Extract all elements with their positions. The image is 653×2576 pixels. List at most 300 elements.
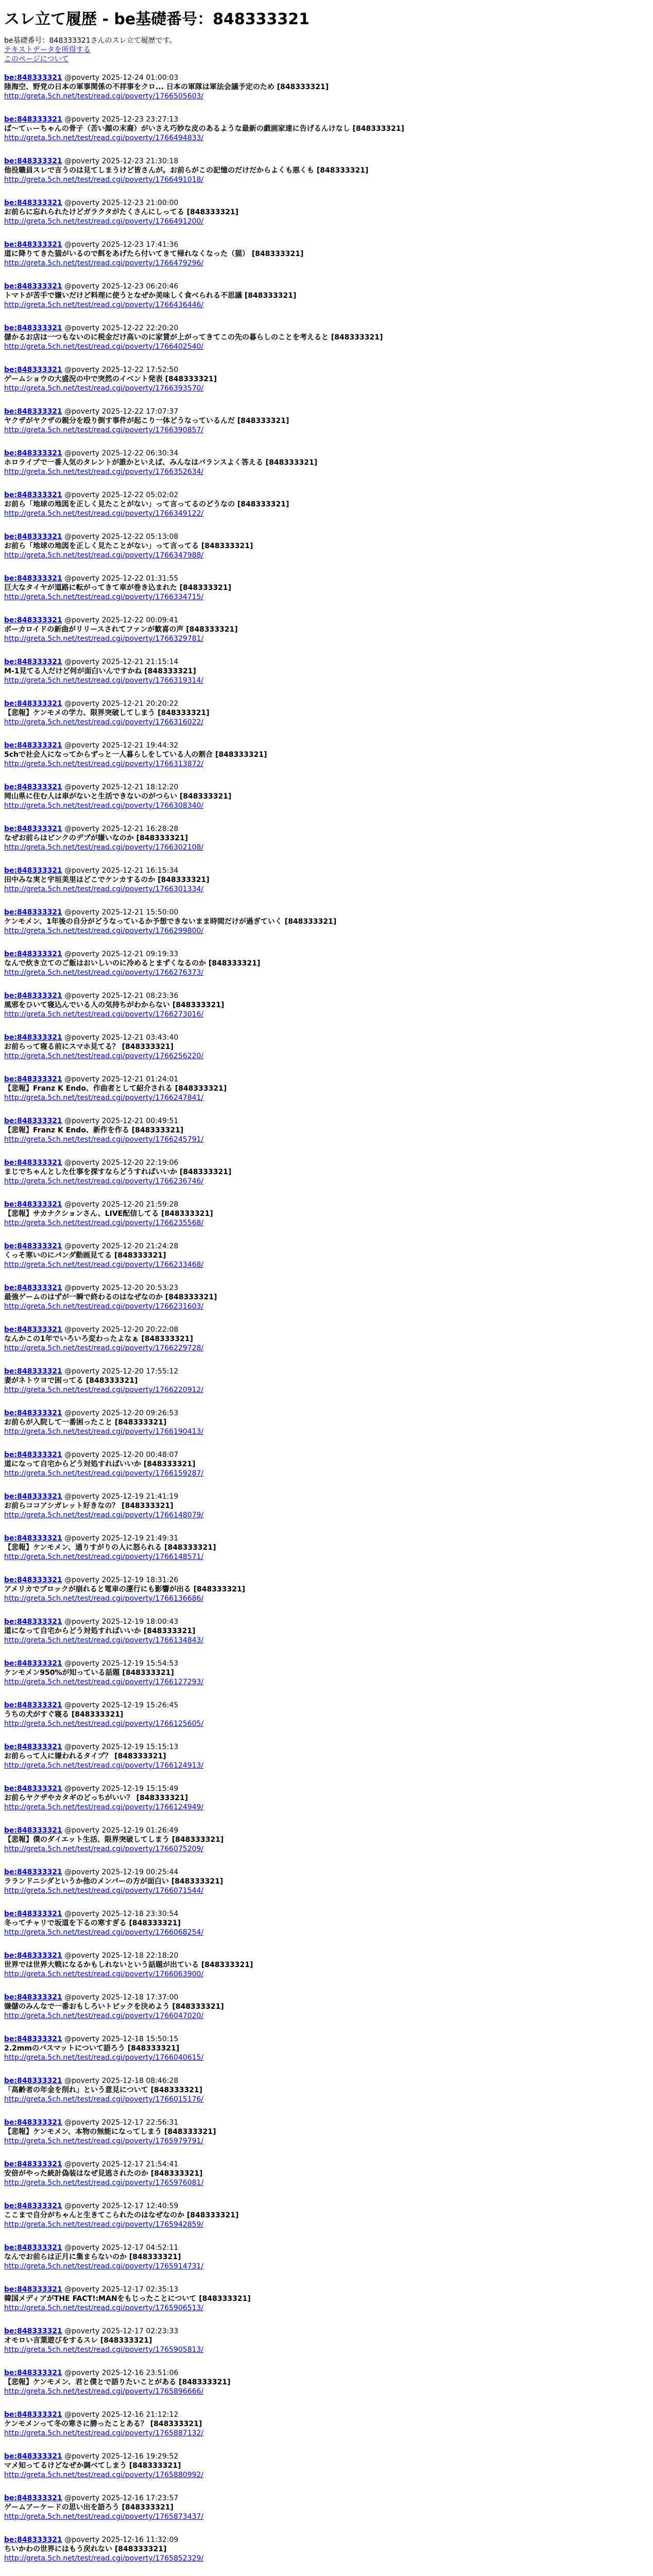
thread-url-link[interactable]: http://greta.5ch.net/test/read.cgi/poverty/1766329781/ [4, 635, 204, 643]
thread-entry [4, 574, 649, 602]
entry-header [4, 407, 649, 416]
be-id-link[interactable]: be:848333321 [4, 1493, 62, 1501]
thread-entry [4, 657, 649, 685]
thread-entry [4, 1242, 649, 1269]
entry-header [4, 991, 649, 1001]
thread-title: お前らが入院して一番困ったこと [848333321] [4, 1418, 167, 1427]
entry-meta: @poverty 2025-12-20 20:22:08 [64, 1326, 179, 1334]
thread-entry [4, 365, 649, 393]
entry-meta: @poverty 2025-12-21 08:23:36 [64, 992, 179, 1000]
thread-entry [4, 198, 649, 226]
entry-meta: @poverty 2025-12-16 11:32:09 [64, 2536, 179, 2544]
entry-meta: @poverty 2025-12-19 15:26:45 [64, 1701, 179, 1709]
be-id-link[interactable]: be:848333321 [4, 1409, 62, 1417]
entry-header [4, 2243, 649, 2252]
be-id-link[interactable]: be:848333321 [4, 2411, 62, 2419]
entry-meta: @poverty 2025-12-20 21:24:28 [64, 1242, 179, 1250]
be-id-link[interactable]: be:848333321 [4, 1952, 62, 1960]
be-id-link[interactable]: be:848333321 [4, 1868, 62, 1876]
entry-header [4, 1450, 649, 1460]
thread-title: なんかこの1年でいろいろ変わったよなぁ [848333321] [4, 1335, 193, 1343]
thread-entry [4, 490, 649, 518]
be-id-link[interactable]: be:848333321 [4, 2160, 62, 2168]
thread-title: ヤクザがヤクザの親分を殴り倒す事件が起こり一体どうなっているんだ [848333321] [4, 417, 289, 425]
thread-title: ゲームアーケードの思い出を語ろう [848333321] [4, 2503, 174, 2512]
entry-meta: @poverty 2025-12-22 05:02:02 [64, 491, 179, 499]
be-id-link[interactable]: be:848333321 [4, 2369, 62, 2377]
be-id-link[interactable]: be:848333321 [4, 1451, 62, 1459]
thread-title: 世界では世界大戦になるかもしれないという話題が出ている [848333321] [4, 1961, 253, 1969]
be-id-link[interactable]: be:848333321 [4, 2244, 62, 2252]
be-id-link[interactable]: be:848333321 [4, 282, 62, 291]
be-id-link[interactable]: be:848333321 [4, 199, 62, 207]
thread-url-link[interactable]: http://greta.5ch.net/test/read.cgi/poverty/1766063900/ [4, 1970, 204, 1978]
be-id-link[interactable]: be:848333321 [4, 2035, 62, 2043]
be-id-link[interactable]: be:848333321 [4, 366, 62, 374]
be-id-link[interactable]: be:848333321 [4, 992, 62, 1000]
thread-entry [4, 908, 649, 936]
entry-meta: @poverty 2025-12-18 23:30:54 [64, 1910, 179, 1918]
entry-header [4, 1909, 649, 1919]
thread-entry [4, 1826, 649, 1854]
entry-meta: @poverty 2025-12-19 21:41:19 [64, 1493, 179, 1501]
thread-url-link[interactable]: http://greta.5ch.net/test/read.cgi/poverty/1766301334/ [4, 885, 204, 893]
be-id-link[interactable]: be:848333321 [4, 241, 62, 249]
be-id-link[interactable]: be:848333321 [4, 1910, 62, 1918]
be-id-link[interactable]: be:848333321 [4, 2452, 62, 2461]
be-id-link[interactable]: be:848333321 [4, 1033, 62, 1042]
thread-title: 陸海空、野党の日本の軍事関係の不祥事をクロ... 日本の軍隊は軍法会議予定のため [848333321] [4, 83, 329, 91]
entry-meta: @poverty 2025-12-17 02:35:13 [64, 2285, 179, 2294]
thread-url-link[interactable]: http://greta.5ch.net/test/read.cgi/poverty/1766316022/ [4, 718, 204, 726]
thread-url-link[interactable]: http://greta.5ch.net/test/read.cgi/poverty/1766313872/ [4, 760, 204, 768]
thread-url-link[interactable]: http://greta.5ch.net/test/read.cgi/poverty/1766236746/ [4, 1177, 204, 1185]
thread-entry [4, 783, 649, 810]
entry-meta: @poverty 2025-12-17 21:54:41 [64, 2160, 179, 2168]
entry-header [4, 1367, 649, 1376]
entry-meta: @poverty 2025-12-22 17:52:50 [64, 366, 179, 374]
entry-header [4, 866, 649, 875]
thread-url-link[interactable]: http://greta.5ch.net/test/read.cgi/poverty/1766148079/ [4, 1511, 204, 1519]
thread-title: 【悲報】ケンモメン、本物の無能になってしまう [848333321] [4, 2128, 216, 2136]
entry-header [4, 365, 649, 375]
thread-url-link[interactable]: http://greta.5ch.net/test/read.cgi/poverty/1766245791/ [4, 1136, 204, 1144]
thread-url-link[interactable]: http://greta.5ch.net/test/read.cgi/poverty/1766319314/ [4, 676, 204, 685]
thread-entry [4, 115, 649, 143]
thread-title: 【悲報】ケンモメン、通りすがりの人に怒られる [848333321] [4, 1544, 216, 1552]
be-id-link[interactable]: be:848333321 [4, 1326, 62, 1334]
thread-title: 【悲報】ケンモメの学力、限界突破してしまう [848333321] [4, 709, 210, 717]
thread-title: 道に降りてきた猫がいるので餌をあげたら付いてきて帰れなくなった（猫） [848333321] [4, 250, 304, 258]
thread-title: 岡山県に住む人は車がないと生活できないのがつらい [848333321] [4, 792, 232, 801]
thread-entry [4, 616, 649, 643]
entry-header [4, 574, 649, 583]
thread-url-link[interactable]: http://greta.5ch.net/test/read.cgi/poverty/1766235568/ [4, 1219, 204, 1227]
thread-entry [4, 282, 649, 310]
entry-header [4, 1325, 649, 1334]
be-id-link[interactable]: be:848333321 [4, 658, 62, 666]
thread-url-link[interactable]: http://greta.5ch.net/test/read.cgi/poverty/1765906513/ [4, 2304, 204, 2312]
entry-meta: @poverty 2025-12-19 21:49:31 [64, 1534, 179, 1543]
be-id-link[interactable]: be:848333321 [4, 741, 62, 750]
thread-url-link[interactable]: http://greta.5ch.net/test/read.cgi/poverty/1766479296/ [4, 259, 204, 267]
thread-entry [4, 1868, 649, 1895]
thread-url-link[interactable]: http://greta.5ch.net/test/read.cgi/poverty/1766256220/ [4, 1052, 204, 1060]
thread-url-link[interactable]: http://greta.5ch.net/test/read.cgi/poverty/1766040615/ [4, 2054, 204, 2062]
intro [4, 36, 649, 64]
thread-url-link[interactable]: http://greta.5ch.net/test/read.cgi/poverty/1765976081/ [4, 2179, 204, 2187]
thread-url-link[interactable]: http://greta.5ch.net/test/read.cgi/poverty/1766491200/ [4, 217, 204, 226]
be-id-link[interactable]: be:848333321 [4, 867, 62, 875]
entry-header [4, 282, 649, 291]
thread-url-link[interactable]: http://greta.5ch.net/test/read.cgi/poverty/1766402540/ [4, 343, 204, 351]
be-id-link[interactable]: be:848333321 [4, 324, 62, 332]
entry-header [4, 1617, 649, 1626]
thread-url-link[interactable]: http://greta.5ch.net/test/read.cgi/poverty/1766136686/ [4, 1595, 204, 1603]
entry-header [4, 2452, 649, 2461]
thread-entry [4, 866, 649, 894]
entry-header [4, 1951, 649, 1960]
entry-header [4, 240, 649, 249]
thread-title: 嫌儲のみんなで一番おもしろいトピックを決めよう [848333321] [4, 2003, 224, 2011]
be-id-link[interactable]: be:848333321 [4, 2077, 62, 2085]
page-title: スレ立て履歴 - be基礎番号：848333321 [4, 10, 310, 28]
thread-entry [4, 2035, 649, 2062]
thread-url-link[interactable]: http://greta.5ch.net/test/read.cgi/poverty/1766148571/ [4, 1553, 204, 1561]
entry-header [4, 1492, 649, 1501]
entry-meta: @poverty 2025-12-23 06:20:46 [64, 282, 179, 291]
thread-url-link[interactable]: http://greta.5ch.net/test/read.cgi/poverty/1766047020/ [4, 2012, 204, 2020]
entry-meta: @poverty 2025-12-19 00:25:44 [64, 1868, 179, 1876]
entry-header [4, 324, 649, 333]
be-id-link[interactable]: be:848333321 [4, 2327, 62, 2335]
entry-header [4, 115, 649, 124]
thread-url-link[interactable]: http://greta.5ch.net/test/read.cgi/poverty/1766231603/ [4, 1302, 204, 1311]
thread-url-link[interactable]: http://greta.5ch.net/test/read.cgi/poverty/1766247841/ [4, 1094, 204, 1102]
thread-url-link[interactable]: http://greta.5ch.net/test/read.cgi/poverty/1766071544/ [4, 1887, 204, 1895]
be-id-link[interactable]: be:848333321 [4, 1159, 62, 1167]
thread-title: オモロい言葉遊びをするスレ [848333321] [4, 2336, 152, 2345]
thread-url-link[interactable]: http://greta.5ch.net/test/read.cgi/poverty/1766229728/ [4, 1344, 204, 1352]
entry-meta: @poverty 2025-12-18 17:37:00 [64, 1993, 179, 2002]
thread-url-link[interactable]: http://greta.5ch.net/test/read.cgi/poverty/1766015176/ [4, 2095, 204, 2104]
entry-header [4, 1993, 649, 2002]
entry-header [4, 449, 649, 458]
thread-entry [4, 699, 649, 727]
entry-header [4, 1283, 649, 1293]
thread-url-link[interactable]: http://greta.5ch.net/test/read.cgi/poverty/1766273016/ [4, 1010, 204, 1019]
thread-title: 巨大なタイヤが道路に転がってきて車が巻き込まれた [848333321] [4, 584, 232, 592]
thread-url-link[interactable]: http://greta.5ch.net/test/read.cgi/poverty/1766393570/ [4, 384, 204, 393]
thread-entry [4, 2076, 649, 2104]
be-id-link[interactable]: be:848333321 [4, 1659, 62, 1668]
be-id-link[interactable]: be:848333321 [4, 533, 62, 541]
be-id-link[interactable]: be:848333321 [4, 1618, 62, 1626]
entry-meta: @poverty 2025-12-21 16:15:34 [64, 867, 179, 875]
thread-entry [4, 2118, 649, 2146]
text-data-link[interactable]: テキストデータを所得する [4, 46, 91, 54]
entry-meta: @poverty 2025-12-20 21:59:28 [64, 1200, 179, 1209]
thread-url-link[interactable]: http://greta.5ch.net/test/read.cgi/poverty/1765905813/ [4, 2346, 204, 2354]
entry-meta: @poverty 2025-12-22 22:20:20 [64, 324, 179, 332]
entry-meta: @poverty 2025-12-21 20:20:22 [64, 700, 179, 708]
thread-url-link[interactable]: http://greta.5ch.net/test/read.cgi/poverty/1766308340/ [4, 802, 204, 810]
entry-meta: @poverty 2025-12-24 01:00:03 [64, 74, 179, 82]
be-id-link[interactable]: be:848333321 [4, 1367, 62, 1376]
thread-title: 【悲報】ケンモメン、君と僕とで語りたいことがある [848333321] [4, 2378, 231, 2386]
be-id-link[interactable]: be:848333321 [4, 2285, 62, 2294]
thread-url-link[interactable]: http://greta.5ch.net/test/read.cgi/poverty/1766436446/ [4, 301, 204, 309]
be-id-link[interactable]: be:848333321 [4, 74, 62, 82]
be-id-link[interactable]: be:848333321 [4, 2494, 62, 2502]
thread-entry [4, 741, 649, 769]
entry-meta: @poverty 2025-12-19 18:31:26 [64, 1576, 179, 1584]
entry-header [4, 824, 649, 834]
be-id-link[interactable]: be:848333321 [4, 157, 62, 165]
thread-url-link[interactable]: http://greta.5ch.net/test/read.cgi/poverty/1766068254/ [4, 1928, 204, 1937]
entry-header [4, 2118, 649, 2127]
thread-entry [4, 1116, 649, 1144]
thread-url-link[interactable]: http://greta.5ch.net/test/read.cgi/poverty/1766390857/ [4, 426, 204, 434]
thread-url-link[interactable]: http://greta.5ch.net/test/read.cgi/poverty/1766124913/ [4, 1761, 204, 1770]
entry-header [4, 2201, 649, 2211]
thread-entry [4, 1283, 649, 1311]
thread-url-link[interactable]: http://greta.5ch.net/test/read.cgi/poverty/1766220912/ [4, 1386, 204, 1394]
thread-title: なんで炊き立てのご飯はおいしいのに冷めるとまずくなるのか [848333321] [4, 959, 261, 968]
thread-entry [4, 2494, 649, 2521]
be-id-link[interactable]: be:848333321 [4, 115, 62, 124]
thread-url-link[interactable]: http://greta.5ch.net/test/read.cgi/poverty/1766494833/ [4, 134, 204, 142]
be-id-link[interactable]: be:848333321 [4, 908, 62, 917]
be-id-link[interactable]: be:848333321 [4, 1117, 62, 1125]
thread-entry [4, 2327, 649, 2354]
thread-title: ぱ〜てぃーちゃんの骨子（苦い顔の末裔）がいさえ巧妙な皮のあるような最新の戯画家達に告げるんけなし [848333321] [4, 125, 405, 133]
thread-url-link[interactable]: http://greta.5ch.net/test/read.cgi/poverty/1765979791/ [4, 2137, 204, 2145]
entry-meta: @poverty 2025-12-22 05:13:08 [64, 533, 179, 541]
be-id-link[interactable]: be:848333321 [4, 1200, 62, 1209]
thread-title: マメ知ってるけどなぜか調べてしまう [848333321] [4, 2462, 181, 2470]
thread-url-link[interactable]: http://greta.5ch.net/test/read.cgi/poverty/1766125605/ [4, 1720, 204, 1728]
entry-meta: @poverty 2025-12-19 15:54:53 [64, 1659, 179, 1668]
thread-url-link[interactable]: http://greta.5ch.net/test/read.cgi/poverty/1766505603/ [4, 92, 204, 100]
entry-meta: @poverty 2025-12-21 18:12:20 [64, 783, 179, 791]
thread-entry [4, 1325, 649, 1353]
entry-meta: @poverty 2025-12-17 12:40:59 [64, 2202, 179, 2210]
thread-entry [4, 1742, 649, 1770]
entry-meta: @poverty 2025-12-17 02:23:33 [64, 2327, 179, 2335]
be-id-link[interactable]: be:848333321 [4, 1785, 62, 1793]
be-id-link[interactable]: be:848333321 [4, 449, 62, 457]
entry-header [4, 950, 649, 959]
thread-url-link[interactable]: http://greta.5ch.net/test/read.cgi/poverty/1765873437/ [4, 2513, 204, 2521]
be-id-link[interactable]: be:848333321 [4, 1534, 62, 1543]
thread-entry [4, 2285, 649, 2313]
entry-meta: @poverty 2025-12-22 17:07:37 [64, 408, 179, 416]
thread-url-link[interactable]: http://greta.5ch.net/test/read.cgi/poverty/1766124949/ [4, 1803, 204, 1811]
entry-meta: @poverty 2025-12-21 15:50:00 [64, 908, 179, 917]
thread-title: 冬ってチャリで坂道を下るの寒すぎる [848333321] [4, 1919, 181, 1927]
entry-header [4, 1701, 649, 1710]
entry-header [4, 2535, 649, 2545]
entry-meta: @poverty 2025-12-16 21:12:12 [64, 2411, 179, 2419]
be-id-link[interactable]: be:848333321 [4, 950, 62, 958]
thread-entry [4, 950, 649, 977]
entry-header [4, 1868, 649, 1877]
thread-title: 【悲報】Franz K Endo、新作を作る [848333321] [4, 1126, 184, 1134]
be-id-link[interactable]: be:848333321 [4, 1242, 62, 1250]
be-id-link[interactable]: be:848333321 [4, 1743, 62, 1751]
thread-title: 道になって自宅からどう対処すればいいか [848333321] [4, 1627, 196, 1635]
entry-meta: @poverty 2025-12-16 19:29:52 [64, 2452, 179, 2461]
entry-header [4, 616, 649, 625]
thread-url-link[interactable]: http://greta.5ch.net/test/read.cgi/poverty/1766134843/ [4, 1636, 204, 1645]
thread-url-link[interactable]: http://greta.5ch.net/test/read.cgi/poverty/1765852329/ [4, 2554, 204, 2563]
thread-title: 【悲報】僕のダイエット生活、限界突破してしまう [848333321] [4, 1836, 224, 1844]
thread-entry [4, 1701, 649, 1728]
thread-title: お前らって寝る前にスマホ見てる？ [848333321] [4, 1043, 174, 1051]
thread-title: お前ら「地球の地図を正しく見たことがない」って言ってる [848333321] [4, 542, 253, 550]
thread-title: まじでちゃんとした仕事を探すならどうすればいいか [848333321] [4, 1168, 232, 1176]
thread-url-link[interactable]: http://greta.5ch.net/test/read.cgi/poverty/1765896666/ [4, 2387, 204, 2396]
thread-url-link[interactable]: http://greta.5ch.net/test/read.cgi/poverty/1766190413/ [4, 1428, 204, 1436]
be-id-link[interactable]: be:848333321 [4, 574, 62, 583]
entry-header [4, 741, 649, 750]
be-id-link[interactable]: be:848333321 [4, 491, 62, 499]
thread-url-link[interactable]: http://greta.5ch.net/test/read.cgi/poverty/1766352634/ [4, 468, 204, 476]
be-id-link[interactable]: be:848333321 [4, 783, 62, 791]
be-id-link[interactable]: be:848333321 [4, 2202, 62, 2210]
be-id-link[interactable]: be:848333321 [4, 1576, 62, 1584]
entry-header [4, 1575, 649, 1585]
about-page-link[interactable]: このページについて [4, 55, 69, 63]
be-id-link[interactable]: be:848333321 [4, 1075, 62, 1083]
be-id-link[interactable]: be:848333321 [4, 1993, 62, 2002]
entry-meta: @poverty 2025-12-20 00:48:07 [64, 1451, 179, 1459]
thread-entry [4, 2368, 649, 2396]
entry-meta: @poverty 2025-12-21 00:49:51 [64, 1117, 179, 1125]
be-id-link[interactable]: be:848333321 [4, 2119, 62, 2127]
thread-url-link[interactable]: http://greta.5ch.net/test/read.cgi/poverty/1766233468/ [4, 1261, 204, 1269]
thread-title: M-1見てる人だけど何が面白いんですかね [848333321] [4, 667, 196, 675]
entry-header [4, 490, 649, 500]
thread-entry [4, 1534, 649, 1562]
thread-url-link[interactable]: http://greta.5ch.net/test/read.cgi/poverty/1765914731/ [4, 2262, 204, 2270]
entry-header [4, 2035, 649, 2044]
be-id-link[interactable]: be:848333321 [4, 2536, 62, 2544]
thread-url-link[interactable]: http://greta.5ch.net/test/read.cgi/poverty/1765887132/ [4, 2429, 204, 2437]
entry-header [4, 1784, 649, 1793]
entry-header [4, 1158, 649, 1167]
be-id-link[interactable]: be:848333321 [4, 1701, 62, 1709]
entry-meta: @poverty 2025-12-21 19:44:32 [64, 741, 179, 750]
entry-header [4, 1075, 649, 1084]
entry-meta: @poverty 2025-12-19 01:26:49 [64, 1826, 179, 1835]
entry-header [4, 2327, 649, 2336]
entry-header [4, 157, 649, 166]
thread-entry [4, 1158, 649, 1186]
entry-meta: @poverty 2025-12-21 16:28:28 [64, 825, 179, 833]
entry-header [4, 908, 649, 917]
be-id-link[interactable]: be:848333321 [4, 700, 62, 708]
thread-title: 安倍がやった統計偽装はなぜ見逃されたのか [848333321] [4, 2170, 203, 2178]
entry-meta: @poverty 2025-12-21 01:24:01 [64, 1075, 179, 1083]
be-id-link[interactable]: be:848333321 [4, 1826, 62, 1835]
thread-entry [4, 1659, 649, 1687]
entry-meta: @poverty 2025-12-20 17:55:12 [64, 1367, 179, 1376]
thread-url-link[interactable]: http://greta.5ch.net/test/read.cgi/poverty/1766302108/ [4, 843, 204, 852]
thread-url-link[interactable]: http://greta.5ch.net/test/read.cgi/poverty/1766075209/ [4, 1845, 204, 1853]
thread-title: 【悲報】サカナクションさん、LIVE配信してる [848333321] [4, 1210, 213, 1218]
entry-header [4, 783, 649, 792]
thread-title: ラランドニシダというか他のメンバーの方が面白い [848333321] [4, 1877, 224, 1886]
thread-title: ボーカロイドの新曲がリリースされてファンが歓喜の声 [848333321] [4, 625, 238, 634]
thread-title: ゲームショウの大盛況の中で突然のイベント発表 [848333321] [4, 375, 217, 383]
be-id-link[interactable]: be:848333321 [4, 408, 62, 416]
entry-meta: @poverty 2025-12-21 21:15:14 [64, 658, 179, 666]
thread-url-link[interactable]: http://greta.5ch.net/test/read.cgi/poverty/1766159287/ [4, 1469, 204, 1478]
entry-header [4, 2410, 649, 2419]
thread-title: 田中みな実と宇垣美里はどこでケンカするのか [848333321] [4, 876, 210, 884]
entry-header [4, 1742, 649, 1752]
thread-entry [4, 1784, 649, 1812]
thread-url-link[interactable]: http://greta.5ch.net/test/read.cgi/poverty/1766491018/ [4, 176, 204, 184]
thread-url-link[interactable]: http://greta.5ch.net/test/read.cgi/poverty/1766334715/ [4, 593, 204, 601]
thread-title: 道になって自宅からどう対処すればいいか [848333321] [4, 1460, 196, 1468]
be-id-link[interactable]: be:848333321 [4, 616, 62, 624]
entry-meta: @poverty 2025-12-19 18:00:43 [64, 1618, 179, 1626]
thread-entry [4, 2535, 649, 2563]
thread-entry [4, 1200, 649, 1228]
thread-url-link[interactable]: http://greta.5ch.net/test/read.cgi/poverty/1765942859/ [4, 2221, 204, 2229]
entry-meta: @poverty 2025-12-16 17:23:57 [64, 2494, 179, 2502]
entry-meta: @poverty 2025-12-23 23:27:13 [64, 115, 179, 124]
thread-title: 他役職員スレで言うのは見てしまうけど皆さんが。お前らがこの記憶のだけだからよくも悪くも [848333321] [4, 166, 369, 175]
entry-header [4, 73, 649, 82]
thread-title: くっそ寒いのにパンダ動画見てる [848333321] [4, 1251, 166, 1260]
thread-entry [4, 2452, 649, 2480]
entry-header [4, 699, 649, 708]
thread-url-link[interactable]: http://greta.5ch.net/test/read.cgi/poverty/1766127293/ [4, 1678, 204, 1686]
entry-meta: @poverty 2025-12-18 08:46:28 [64, 2077, 179, 2085]
thread-title: お前らに忘れられたけどガラクタがたくさんにしってる [848333321] [4, 208, 239, 216]
be-id-link[interactable]: be:848333321 [4, 1284, 62, 1292]
thread-title: ケンモメン950%が知っている話題 [848333321] [4, 1669, 174, 1677]
thread-title: ケンモメン、1年後の自分がどうなっているか予想できないまま時間だけが過ぎていく [848333321] [4, 918, 337, 926]
thread-url-link[interactable]: http://greta.5ch.net/test/read.cgi/poverty/1765880992/ [4, 2471, 204, 2479]
thread-entry [4, 1492, 649, 1520]
thread-url-link[interactable]: http://greta.5ch.net/test/read.cgi/poverty/1766299800/ [4, 927, 204, 935]
entry-meta: @poverty 2025-12-20 22:19:06 [64, 1159, 179, 1167]
thread-title: お前らヤクザやカタギのどっちがいい？ [848333321] [4, 1794, 188, 1802]
entry-header [4, 1409, 649, 1418]
entry-meta: @poverty 2025-12-18 15:50:15 [64, 2035, 179, 2043]
thread-url-link[interactable]: http://greta.5ch.net/test/read.cgi/poverty/1766349122/ [4, 510, 204, 518]
thread-title: うちの犬がすぐ寝る [848333321] [4, 1710, 124, 1719]
entry-meta: @poverty 2025-12-17 22:56:31 [64, 2119, 179, 2127]
entry-meta: @poverty 2025-12-20 20:53:23 [64, 1284, 179, 1292]
thread-entry [4, 2410, 649, 2438]
be-id-link[interactable]: be:848333321 [4, 825, 62, 833]
thread-title: 妻がネトウヨで困ってる [848333321] [4, 1377, 138, 1385]
thread-title: ここまで自分がちゃんと生きてこられたのはなぜなのか [848333321] [4, 2211, 239, 2219]
thread-url-link[interactable]: http://greta.5ch.net/test/read.cgi/poverty/1766347988/ [4, 551, 204, 560]
thread-entry [4, 1575, 649, 1603]
thread-url-link[interactable]: http://greta.5ch.net/test/read.cgi/poverty/1766276373/ [4, 969, 204, 977]
thread-title: お前ら「地球の地図を正しく見たことがない」って言ってるのどうなの [848333321] [4, 500, 289, 509]
thread-entry [4, 2201, 649, 2229]
thread-entry [4, 1075, 649, 1103]
thread-title: 「高齢者の年金を削れ」という意見について [848333321] [4, 2086, 203, 2094]
